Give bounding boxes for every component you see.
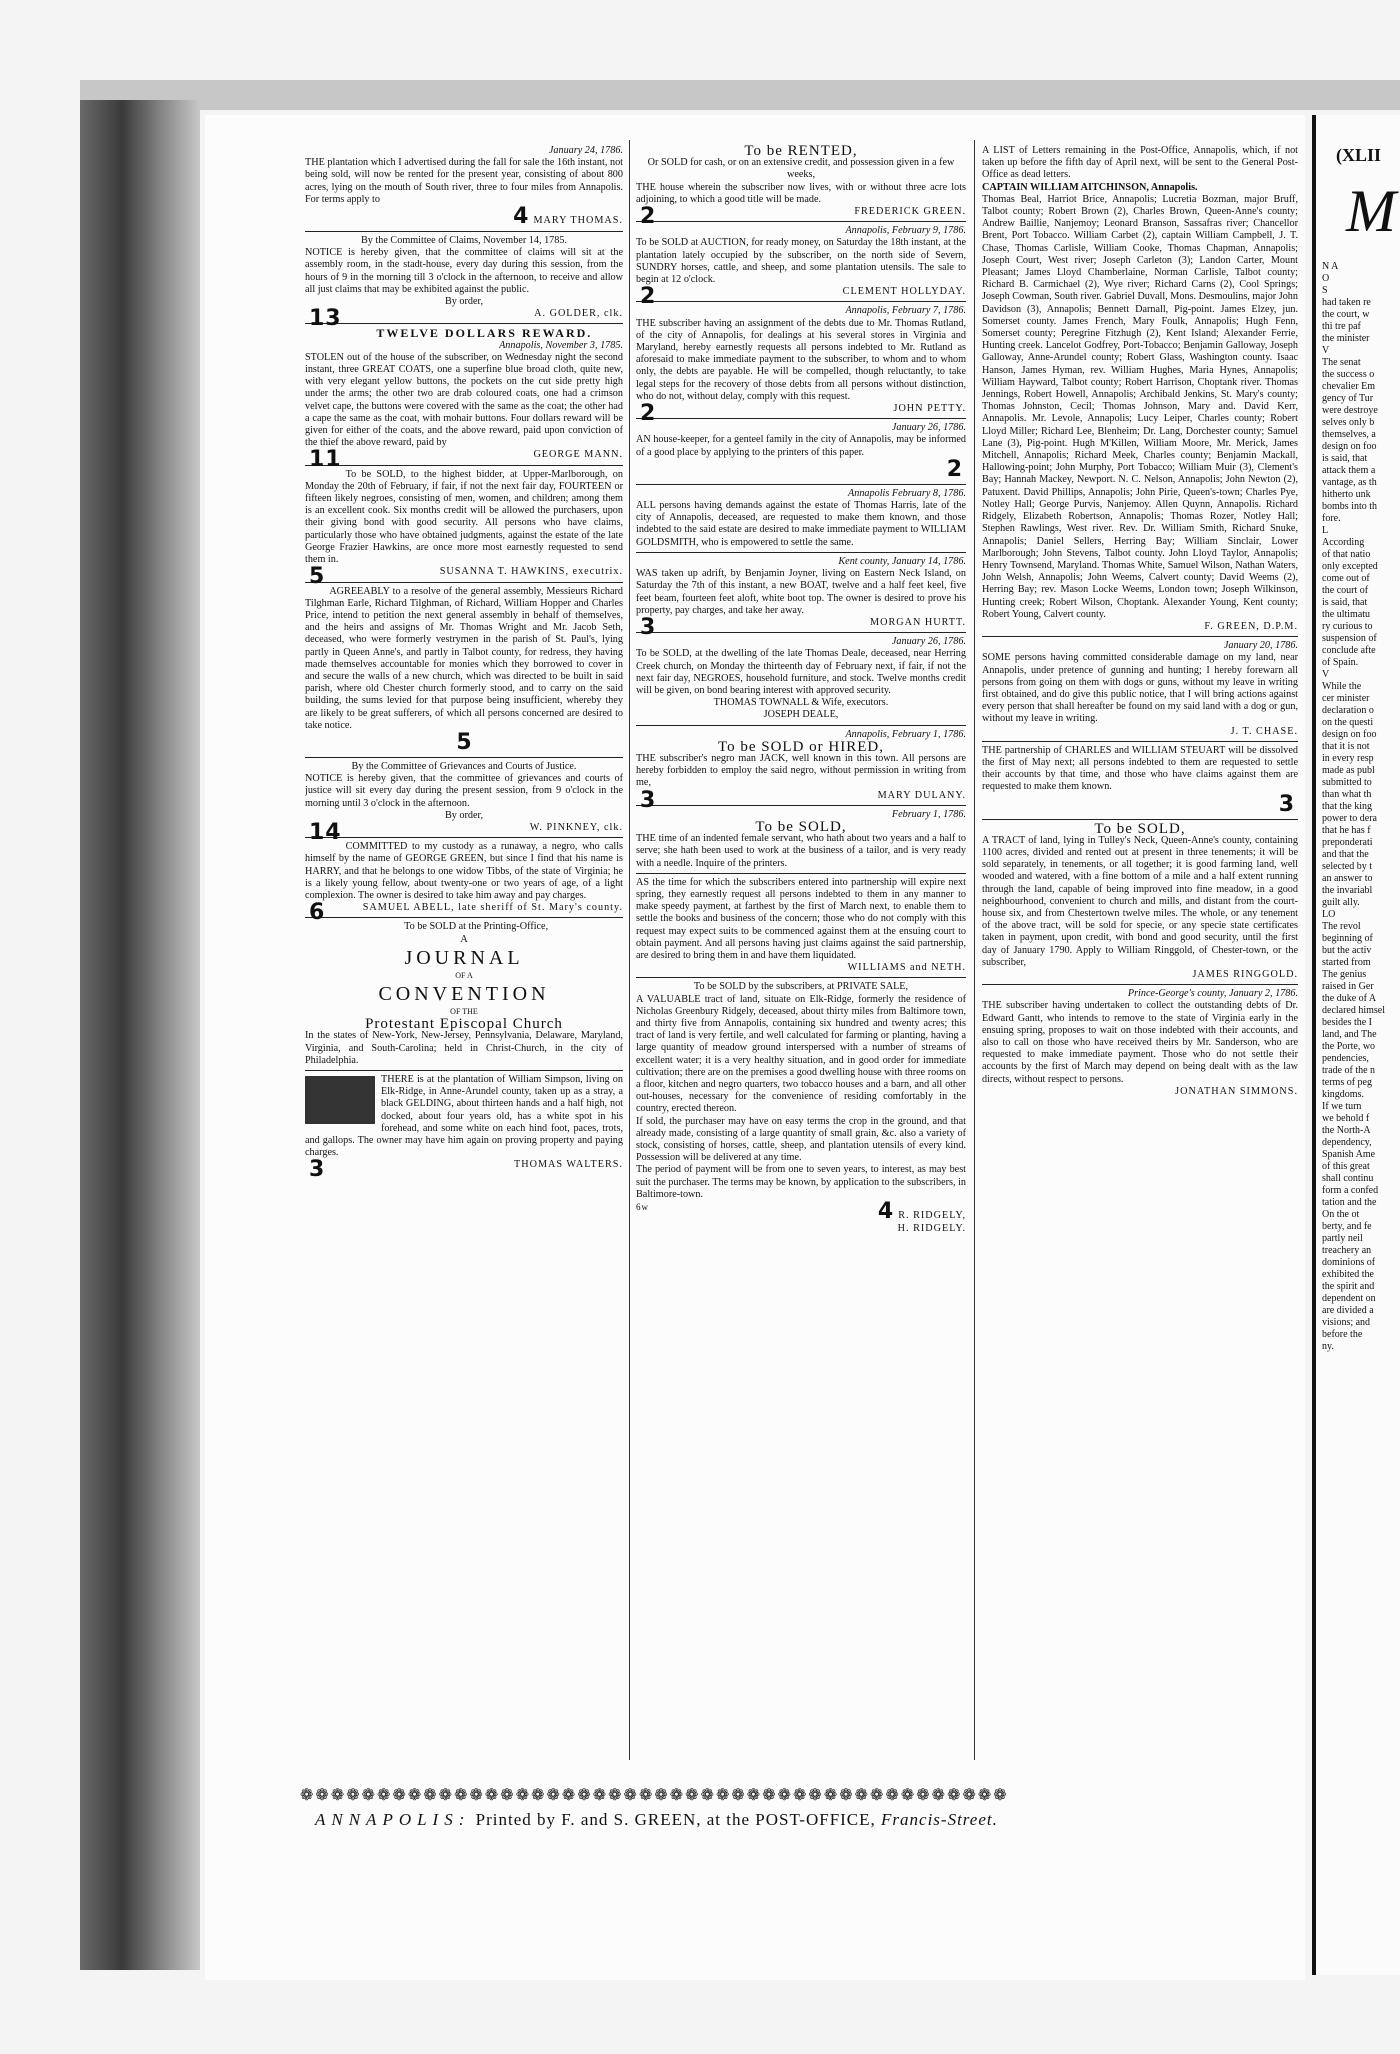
facing-page-line: S — [1322, 285, 1328, 296]
facing-page-line: the court, w — [1322, 309, 1370, 320]
facing-page-line: beginning of — [1322, 933, 1373, 944]
facing-page-line: in every resp — [1322, 753, 1374, 764]
facing-page-line: the spirit and — [1322, 1281, 1375, 1292]
ad-byorder: By order, — [444, 809, 484, 821]
ad-harris-estate — [636, 488, 966, 553]
facing-page-line: visions; and — [1322, 1317, 1371, 1328]
facing-page-line: of that natio — [1322, 549, 1371, 560]
ad-signature: MARY THOMAS. — [533, 215, 623, 227]
ad-title: Protestant Episcopal Church — [365, 1016, 563, 1033]
ad-negroes-sale-hawkins — [305, 468, 623, 590]
handwritten-mark: 5 — [309, 564, 326, 590]
handwritten-mark: 14 — [309, 819, 342, 845]
ad-date: February 1, 1786. — [891, 808, 966, 820]
handwritten-mark: 5 — [456, 729, 472, 755]
ad-signature: SUSANNA T. HAWKINS, executrix. — [439, 566, 623, 578]
facing-page-line: cer minister — [1322, 693, 1370, 704]
ad-line: A — [460, 933, 468, 945]
handwritten-mark: 3 — [640, 614, 657, 640]
column-rule-2 — [974, 140, 975, 1760]
facing-page-line: fore. — [1322, 513, 1341, 524]
ad-heading: To be SOLD by the subscribers, at PRIVATE SALE, — [693, 981, 909, 993]
ad-run-tag: 6w — [636, 1202, 649, 1213]
ad-date: January 26, 1786. — [891, 422, 966, 434]
ad-body: A TRACT of land, lying in Tulley's Neck, Queen-Anne's county, containing 1100 acres, divided and rented out at present in three tenements; it will be sold separately, in tenements, or all together; it is good farming land, well wooded and watered, with a fine bottom of a mile and a half extent running through the land, capable of being improved into fine meadow, in a good neighbourhood, convenient to church and mills, and distant from the court-house six, and from Chestertown twelve miles. The whole, or any tenement of the above tract, will be sold for specie, or any specie state certificates taken in payment, upon credit, with bond and good security, until the first day of January 1790. Apply to William Ringgold, of Chester-town, or the subscriber, — [982, 834, 1298, 968]
facing-page-line: power to dera — [1322, 813, 1377, 824]
ad-deale-estate-sale — [636, 636, 966, 725]
facing-page-line: N A — [1322, 261, 1339, 272]
facing-page-line: preponderati — [1322, 837, 1373, 848]
facing-page-line: The senat — [1322, 357, 1361, 368]
facing-page-line: were destroye — [1322, 405, 1378, 416]
ad-body: A VALUABLE tract of land, situate on Elk-Ridge, formerly the residence of Nicholas Greenbury Ridgely, deceased, about thirty miles from Baltimore town, and thirty five from Annapolis, containing six hundred and twenty acres; this tract of land is very fertile, and well calculated for farming or planting, having a large quantity of meadow ground interspersed with a number of streams of excellent water; it is a very healthy situation, and in good order for immediate cultivation; there are on the premises a good dwelling house with three rooms on a floor, kitchen and negro quarters, two tobacco houses and a barn, and all other out-houses, necessary for the convenience of residing comfortably in the country, erected thereon. — [636, 993, 966, 1115]
facing-page-line: selves only b — [1322, 417, 1375, 428]
ad-subtitle: Or SOLD for cash, or on an extensive credit, and possession given in a few weeks, — [647, 157, 955, 181]
facing-page-line: The revol — [1322, 921, 1361, 932]
facing-page-line: trade of the n — [1322, 1065, 1376, 1076]
handwritten-mark: 4 — [513, 204, 530, 230]
ad-signature: A. GOLDER, clk. — [534, 308, 623, 320]
facing-page-line: If we turn — [1322, 1101, 1362, 1112]
facing-page-line: that it is not — [1322, 741, 1370, 752]
facing-page-line: made as publ — [1322, 765, 1375, 776]
handwritten-mark: 2 — [640, 204, 657, 230]
ad-body: COMMITTED to my custody as a runaway, a negro, who calls himself by the name of GEORGE GREEN, but since I find that his name is HARRY, and that he belongs to one widow Tibbs, of the state of Virginia; he is a likely young fellow, about twenty-one or two years of age, of a light complexion. The owner is desired to take him away and pay charges. — [305, 841, 623, 901]
ornamental-border: ❁❁❁❁❁❁❁❁❁❁❁❁❁❁❁❁❁❁❁❁❁❁❁❁❁❁❁❁❁❁❁❁❁❁❁❁❁❁❁❁❁❁❁❁❁❁ — [300, 1785, 1009, 1804]
facing-page-line: berty, and fe — [1322, 1221, 1372, 1232]
ad-first-entry: CAPTAIN WILLIAM AITCHINSON, Annapolis. — [982, 181, 1198, 193]
ad-body: STOLEN out of the house of the subscriber, on Wednesday night the second instant, three GREAT COATS, one a superfine blue broad cloth, quite new, with very elegant yellow buttons, the pockets on the cut side pretty high under the arms; the other two are drab coloured coats, one had a crimson velvet cape, the buttons were covered with the same as the coat; the other had a cape the same as the coat, with mohair buttons. Four dollars reward will be given for either of the coats, and the above reward, paid upon conviction of the thief the above reward, paid by — [305, 351, 623, 449]
imprint-place: ANNAPOLIS: — [315, 1810, 471, 1829]
facing-page-line: Spanish Ame — [1322, 1149, 1376, 1160]
ad-signature-suffix: executors. — [846, 697, 889, 709]
facing-page-line: the Porte, wo — [1322, 1041, 1376, 1052]
ad-chase-trespass — [982, 640, 1298, 742]
ad-letters-list — [982, 145, 1298, 637]
handwritten-mark: 4 — [877, 1199, 895, 1225]
column-2 — [636, 145, 966, 1775]
handwritten-mark: 3 — [1278, 791, 1294, 817]
facing-page-line: shall continu — [1322, 1173, 1374, 1184]
ad-title: To be SOLD or HIRED, — [717, 738, 884, 755]
ad-signature: THOMAS TOWNALL & Wife, — [713, 697, 845, 709]
ad-intro: A LIST of Letters remaining in the Post-Office, Annapolis, which, if not taken up before the fifth day of April next, will be sent to the General Post-Office as dead letters. — [982, 145, 1298, 181]
facing-page-line: before the — [1322, 1329, 1363, 1340]
ad-body: To be SOLD at AUCTION, for ready money, on Saturday the 18th instant, at the plantation lately occupied by the subscriber, on the north side of Severn, SUNDRY horses, cattle, and sheep, and some plantation utensils. The sale to begin at 12 o'clock. — [636, 237, 966, 286]
ad-committee-grievances — [305, 760, 623, 845]
ad-body: SOME persons having committed considerable damage on my land, near Annapolis, under pretence of gunning and hunting; I hereby forewarn all persons from going on them with dogs or guns, without my leave in writing first obtained, and do give this public notice, that I will bring actions against every person that shall hereafter be found on my said land with a dog or gun, without my leave in writing. — [982, 652, 1298, 725]
facing-page-line: the minister — [1322, 333, 1370, 344]
facing-page-line: that the king — [1322, 801, 1372, 812]
facing-page-line: LO — [1322, 909, 1336, 920]
ad-title: To be RENTED, — [744, 145, 858, 159]
handwritten-mark: 3 — [640, 787, 657, 813]
ad-signature: JOHN PETTY. — [893, 403, 966, 415]
facing-page-line: L — [1322, 525, 1329, 536]
ad-body: THE subscriber having undertaken to collect the outstanding debts of Dr. Edward Gantt, who intends to remove to the state of Virginia early in the ensuing spring, proposes to wait on those indebted with their accounts, and also to call on those who have received theirs by Mr. Sanderson, who are requested to make immediate payment. Those who do not settle their accounts by the first of March may depend on being dealt with as the law directs, without respect to persons. — [982, 1000, 1298, 1085]
ad-signature: H. RIDGELY. — [897, 1223, 966, 1235]
facing-page-line: treachery an — [1322, 1245, 1372, 1256]
ad-date: January 24, 1786. — [548, 145, 623, 156]
facing-page-line: According — [1322, 537, 1365, 548]
ad-body: THE subscriber's negro man JACK, well known in this town. All persons are hereby forbidden to employ the said negro, without permission in writing from me, — [636, 752, 966, 789]
ad-house-keeper — [636, 422, 966, 485]
ad-rutland-debts — [636, 305, 966, 427]
ad-body: ALL persons having demands against the estate of Thomas Harris, late of the city of Annapolis, deceased, are requested to make them known, and those indebted to the said estate are desired to make immediate payment to WILLIAM GOLDSMITH, who is empowered to settle the same. — [636, 500, 966, 548]
facing-page-line: ry curious to — [1322, 621, 1373, 632]
facing-page-line: dependency, — [1322, 1137, 1372, 1148]
facing-page-line: only excepted — [1322, 561, 1378, 572]
handwritten-mark: 3 — [309, 1157, 326, 1183]
facing-page-line: The genius — [1322, 969, 1367, 980]
ad-body: WAS taken up adrift, by Benjamin Joyner, living on Eastern Neck Island, on Saturday the 7th of this instant, a new BOAT, twelve and a half feet keel, five feet beam, fourteen feet aloft, white boot top. The owner is desired to prove his property, pay charges, and take her away. — [636, 568, 966, 616]
imprint-line — [315, 1810, 1295, 1830]
facing-page-line: that he has f — [1322, 825, 1371, 836]
facing-page-line: tation and the — [1322, 1197, 1377, 1208]
facing-page-line: attack them a — [1322, 465, 1376, 476]
facing-page-line: dependent on — [1322, 1293, 1376, 1304]
ad-date: January 20, 1786. — [1223, 640, 1298, 652]
ad-date: Annapolis, February 7, 1786. — [845, 305, 966, 317]
ad-steuart-partnership — [982, 745, 1298, 820]
ad-signature: SAMUEL ABELL, late sheriff of St. Mary's county. — [362, 902, 623, 914]
facing-page-line: ny. — [1322, 1341, 1334, 1352]
facing-page-line: besides the I — [1322, 1017, 1372, 1028]
ad-signature: JOSEPH DEALE, — [763, 709, 839, 721]
facing-page-line: pendencies, — [1322, 1053, 1369, 1064]
facing-page-line: guilt ally. — [1322, 897, 1360, 908]
facing-page-line: design on foo — [1322, 729, 1377, 740]
facing-page-line: land, and The — [1322, 1029, 1377, 1040]
ad-body: In the states of New-York, New-Jersey, Pennsylvania, Delaware, Maryland, Virginia, and South-Carolina; held in Christ-Church, in the city of Philadelphia. — [305, 1030, 623, 1066]
ad-elk-ridge-land — [636, 981, 966, 1238]
facing-page-line: than what th — [1322, 789, 1372, 800]
handwritten-mark: 2 — [640, 401, 657, 427]
ad-signature: THOMAS WALTERS. — [514, 1159, 623, 1171]
facing-page-fragment — [1312, 115, 1400, 1975]
facing-page-line: themselves, a — [1322, 429, 1376, 440]
ad-body: THE partnership of CHARLES and WILLIAM STEUART will be dissolved the first of May next; all persons indebted to them are requested to settle their accounts by that time, and those who have claims against them are requested to make them known. — [982, 744, 1298, 793]
ad-heading: By the Committee of Claims, November 14, 1785. — [361, 235, 567, 247]
ad-body: To be SOLD, at the dwelling of the late Thomas Deale, deceased, near Herring Creek church, on Monday the thirteenth day of February next, if fair, if not the next fair day, NEGROES, household furniture, and stock. Twelve months credit will be given, on bond bearing interest with approved security. — [636, 648, 966, 696]
facing-page-line: On the ot — [1322, 1209, 1360, 1220]
facing-page-line: form a confed — [1322, 1185, 1379, 1196]
ad-byorder: By order, — [444, 296, 484, 308]
facing-page-line: suspension of — [1322, 633, 1377, 644]
ad-gantt-debts — [982, 988, 1298, 1101]
imprint-text: Printed by F. and S. GREEN, at the POST-OFFICE, — [475, 1810, 876, 1829]
ad-indented-servant — [636, 809, 966, 874]
ad-body: THE plantation which I advertised during the fall for sale the 16th instant, not being sold, will now be rented for the present year, consisting of about 800 acres, lying on the mouth of South river, three to four miles from Annapolis. For terms apply to — [305, 157, 623, 205]
handwritten-mark: 2 — [946, 456, 962, 482]
column-3 — [982, 145, 1298, 1775]
facing-page-line: declared himsel — [1322, 1005, 1386, 1016]
ad-title: To be SOLD, — [1094, 820, 1186, 837]
ad-auction-hollyday — [636, 225, 966, 310]
facing-page-line: the duke of A — [1322, 993, 1377, 1004]
ad-body: THE house wherein the subscriber now lives, with or without three acre lots adjoining, to which a good title will be made. — [636, 181, 966, 205]
ad-twelve-dollars-reward — [305, 326, 623, 473]
ad-body: AN house-keeper, for a genteel family in the city of Annapolis, may be informed of a good place by applying to the printers of this paper. — [636, 434, 966, 458]
facing-page-line: conclude afte — [1322, 645, 1376, 656]
ad-title: TWELVE DOLLARS REWARD. — [376, 326, 593, 341]
facing-page-line: had taken re — [1322, 297, 1371, 308]
facing-page-line: kingdoms. — [1322, 1089, 1364, 1100]
facing-page-line: is said, that — [1322, 597, 1368, 608]
ad-tulleys-neck-land — [982, 820, 1298, 986]
ad-signature: F. GREEN, D.P.M. — [1204, 620, 1298, 632]
facing-page-line: we behold f — [1322, 1113, 1370, 1124]
ad-date: Annapolis, November 3, 1785. — [499, 339, 623, 351]
handwritten-mark: 13 — [309, 306, 342, 332]
ad-body-2: If sold, the purchaser may have on easy terms the crop in the ground, and that already made, consisting of a large quantity of small grain, &c. also a variety of stock, consisting of horses, cattle, sheep, and plantation utensils of every kind. Possession will be delivered at any time. — [636, 1115, 966, 1164]
ad-body: AGREEABLY to a resolve of the general assembly, Messieurs Richard Tilghman Earle, Richard Tilghman, of Richard, William Hopper and Charles Price, intend to petition the next general assembly in behalf of themselves, and the heirs and assigns of Mr. Thomas Wright and Mr. Jacob Seth, deceased, who were formerly vestrymen in the parish of St. Paul's, lying partly in Queen Anne's, and partly in Talbot county, for redress, they having made themselves accountable for monies which they borrowed to cover in and secure the walls of a new church, which was directed to be built in said parish, where old Chester church formerly stood, and to carry on the said building, the sums levied for that purpose being insufficient, whereby they are likely to be great sufferers, of which all persons concerned are desired to take notice. — [305, 585, 623, 731]
handwritten-mark: 11 — [309, 447, 342, 473]
ad-signature: WILLIAMS and NETH. — [847, 962, 966, 974]
ad-body: NOTICE is hereby given, that the committee of claims will sit at the assembly room, in the stadt-house, every day during this session, from the hours of 9 in the morning till 3 o'clock in the afternoon, to receive and allow all just claims that may be exhibited against the public. — [305, 247, 623, 295]
ad-signature: W. PINKNEY, clk. — [529, 821, 623, 833]
facing-page-line: V — [1322, 669, 1330, 680]
facing-page-line: terms of peg — [1322, 1077, 1372, 1088]
ad-partnership-williams-neth — [636, 877, 966, 979]
ad-to-be-rented — [636, 145, 966, 230]
facing-page-line: started from — [1322, 957, 1371, 968]
ad-line: OF A — [455, 970, 473, 980]
facing-page-number: (XLII — [1336, 145, 1382, 165]
ad-body-3: The period of payment will be from one to seven years, to interest, as may best suit the purchaser. The terms may be known, by application to the subscribers, in Baltimore-town. — [636, 1164, 966, 1200]
ad-line: To be SOLD at the Printing-Office, — [404, 921, 549, 933]
facing-page-line: but the activ — [1322, 945, 1372, 956]
ad-body: THE subscriber having an assignment of the debts due to Mr. Thomas Rutland, of the city of Annapolis, for dealings at his several stores in Virginia and Maryland, hereby earnestly requests all persons indebted to Mr. Rutland as aforesaid to make immediate payment to the subscriber, to whom and to whom only, the debts are payable. He will be compelled, though reluctantly, to take legal steps for the recovery of those debts from all persons without distinction, who do not, without delay, comply with this request. — [636, 317, 966, 402]
facing-page-line: are divided a — [1322, 1305, 1374, 1316]
ad-boat-taken-up — [636, 555, 966, 640]
ad-thomas-plantation — [305, 145, 623, 232]
facing-page-line: the court of — [1322, 585, 1369, 596]
ad-date: Annapolis February 8, 1786. — [848, 487, 966, 499]
facing-page-line: V — [1322, 345, 1330, 356]
ad-date: Kent county, January 14, 1786. — [838, 555, 966, 567]
handwritten-mark: 6 — [309, 900, 326, 926]
ad-sold-or-hired — [636, 728, 966, 813]
facing-page-line: While the — [1322, 681, 1362, 692]
ad-title: CONVENTION — [378, 982, 550, 1005]
imprint-street: Francis-Street. — [881, 1810, 998, 1829]
ad-title: JOURNAL — [404, 946, 524, 969]
facing-page-text — [1316, 241, 1400, 1353]
facing-page-line: on the questi — [1322, 717, 1374, 728]
horse-woodcut-icon — [305, 1076, 375, 1124]
facing-page-line: submitted to — [1322, 777, 1372, 788]
ad-date: Annapolis, February 1, 1786. — [845, 728, 966, 740]
ad-signature: MARY DULANY. — [877, 789, 966, 801]
ad-heading: By the Committee of Grievances and Courts of Justice. — [351, 760, 577, 772]
facing-page-line: an answer to — [1322, 873, 1373, 884]
ad-letters-list-body: Thomas Beal, Harriot Brice, Annapolis; Lucretia Bozman, major Bruff, Talbot county; Robert Brown (2), Charles Brown, Queen-Anne's county; Andrew Baillie, Nanjemoy; Leonard Branson, Sassafras river; Chancellor Brent, Port Tobacco. William Carbet (2), captain William Campbell, J. T. Chase, Thomas Carlisle, William Cooke, Thomas Chapman, Annapolis; Joseph Court, West river; Joseph Carleton (3); Landon Carter, Mount Pleasant; James Lloyd Chamberlaine, Norman Carlisle, Talbot county; Richard B. Carmichael (2), Wye river; Richard Carns (2), Cool Springs; Joseph Cowman, South river. Gabriel Duvall, Mons. Desmoulins, major John Davidson (3), Annapolis; Bennett Darnall, Pig-point. James Elzey, jun. Somerset county. James French, Mary Foulk, Annapolis; Hugh Fenn, Somerset county; Peregrine Fitzhugh (2), Kent Island; Alexander Ferrie, Hunting creek. Lancelot Godfrey, Port-Tobacco; Benjamin Galloway, Joseph Galloway, Anne-Arundel county; Robert Glass, Washington county. Isaac Hanson, James Hyman, rev. William Hughes, Maria Hynes, Annapolis; William Hayward, Talbot county; Robert Harrison, Choptank river. Thomas Jennings, Robert Howell, Annapolis; Archibald Jenkins, St. Mary's county; Thomas Johnston, Cecil; Thomas Johnson, Mary and. David Kerr, Annapolis. Mr. Levole, Annapolis; Lucy Leiper, Charles county; Robert Lloyd Miller; Richard Lee, Blenheim; Dr. Lang, Dorchester county; Samuel Lane (3), Pig-point. Hugh M'Killen, William Moore, Mr. Merick, James Mitchell, Annapolis; Richard Meek, Charles county; Benjamin Mackall, Hallowing-point; John Murphy, Port Tobacco; William Muir (3), Clement's Bay; Hannah Mackey, Newport. N. C. Nelson, Annapolis; John Newton (2), Patuxent. David Phillips, Annapolis; John Pirie, Queen's-town; Charles Pye, Notley Hall; George Purvis, Nanjemoy. Allen Quynn, Annapolis. Richard Ridgely, Elizabeth Robertson, Annapolis; Thomas Rozer, Notley Hall; Stephen Rawlings, West river. Rev. Dr. William Smith, Richard Snuke, Annapolis; Daniel Sellers, Herring Bay; William Sinclair, Lower Marlborough; John Stevens, Talbot county. John Lloyd Taylor, Annapolis; Henry Townsend, Maryland. Thomas White, Samuel Wilson, Nathan Waters, John Welsh, Annapolis; John Weems, Calvert county; David Weems (2), Herring Bay; rev. Mason Locke Weems, London town; Joseph Wilkinson, Hunting creek; Robert Wilson, Choptank. Alexander Young, Kent county; Robert Young, Calvert county. — [982, 193, 1298, 620]
facing-page-line: exhibited the — [1322, 1269, 1374, 1280]
handwritten-mark: 2 — [640, 284, 657, 310]
ad-signature: FREDERICK GREEN. — [854, 206, 966, 218]
facing-page-line: chevalier Em — [1322, 381, 1376, 392]
facing-page-line: raised in Ger — [1322, 981, 1374, 992]
ad-st-pauls-petition — [305, 586, 623, 758]
book-binding — [80, 100, 200, 1970]
column-1 — [305, 145, 623, 1775]
facing-page-line: of this great — [1322, 1161, 1370, 1172]
facing-page-line: bombs into th — [1322, 501, 1378, 512]
ad-body: AS the time for which the subscribers entered into partnership will expire next spring, they earnestly request all persons indebted to them in any manner to make speedy payment, at farthest by the first of March next, to enable them to settle the books and business of the concern; those who do not comply with this request may expect suits to be commenced against them at the ensuing court to obtain payment. And all persons having just claims against the said partnership, are desired to bring them in and have them liquidated. — [636, 876, 966, 961]
facing-page-line: come out of — [1322, 573, 1370, 584]
ad-signature: R. RIDGELY, — [898, 1210, 966, 1222]
ad-signature: J. T. CHASE. — [1230, 725, 1298, 737]
ad-signature: JONATHAN SIMMONS. — [1175, 1085, 1298, 1097]
ad-date: January 26, 1786. — [891, 636, 966, 648]
ad-committee-claims — [305, 235, 623, 332]
ad-title: To be SOLD, — [755, 818, 847, 835]
facing-page-line: and that the — [1322, 849, 1369, 860]
facing-page-line: the success o — [1322, 369, 1375, 380]
ad-runaway-committed — [305, 841, 623, 926]
facing-page-line: thi tre paf — [1322, 321, 1361, 332]
ad-signature: CLEMENT HOLLYDAY. — [842, 286, 966, 298]
ad-journal-convention — [305, 921, 623, 1071]
ad-signature: MORGAN HURTT. — [870, 616, 966, 628]
page-edge-shadow — [80, 80, 1400, 110]
facing-page-line: O — [1322, 273, 1330, 284]
ad-signature: GEORGE MANN. — [533, 449, 623, 461]
ad-body: To be SOLD, to the highest bidder, at Upper-Marlborough, on Monday the 20th of February, if fair, if not the next fair day, FOURTEEN or fifteen likely negroes, consisting of men, women, and children; among them is an excellent cook. Six months credit will be allowed the purchasers, upon their giving bond with good security. All persons who have claims, particularly those who have obtained judgments, against the estate of the late George Frazier Hawkins, are once more most earnestly requested to send them in. — [305, 468, 623, 566]
ad-line: OF THE — [450, 1006, 478, 1016]
facing-page-line: the North-A — [1322, 1125, 1371, 1136]
facing-page-line: the invariabl — [1322, 885, 1373, 896]
facing-page-line: vantage, as th — [1322, 477, 1377, 488]
ad-date: Prince-George's county, January 2, 1786. — [1127, 988, 1298, 1000]
ad-body: THE time of an indented female servant, who hath about two years and a half to serve; she hath been used to work at the business of a tailor, and is very ready with a needle. Inquire of the printers. — [636, 833, 966, 869]
facing-page-line: design on foo — [1322, 441, 1377, 452]
facing-page-line: selected by t — [1322, 861, 1372, 872]
facing-page-line: hitherto unk — [1322, 489, 1371, 500]
facing-page-line: dominions of — [1322, 1257, 1376, 1268]
column-rule-1 — [629, 140, 630, 1760]
facing-page-line: gency of Tur — [1322, 393, 1374, 404]
ad-stray-gelding — [305, 1074, 623, 1183]
facing-page-masthead: M — [1346, 178, 1396, 244]
ad-body: THERE is at the plantation of William Simpson, living on Elk-Ridge, in Anne-Arundel county, taken up as a stray, a black GELDING, about thirteen hands and a half high, not docked, about four years old, has a white spot in his forehead, and some white on each hind foot, paces, trots, and gallops. The owner may have him again on proving property and paying charges. — [305, 1074, 623, 1159]
ad-date: Annapolis, February 9, 1786. — [845, 225, 966, 237]
ad-body: NOTICE is hereby given, that the committee of grievances and courts of justice will sit every day during the present session, from 9 o'clock in the morning until 3 o'clock in the afternoon. — [305, 773, 623, 809]
facing-page-line: of Spain. — [1322, 657, 1359, 668]
facing-page-line: declaration o — [1322, 705, 1374, 716]
facing-page-line: partly neil — [1322, 1233, 1363, 1244]
facing-page-line: is said, that — [1322, 453, 1368, 464]
ad-signature: JAMES RINGGOLD. — [1192, 969, 1298, 980]
facing-page-line: the ultimatu — [1322, 609, 1371, 620]
